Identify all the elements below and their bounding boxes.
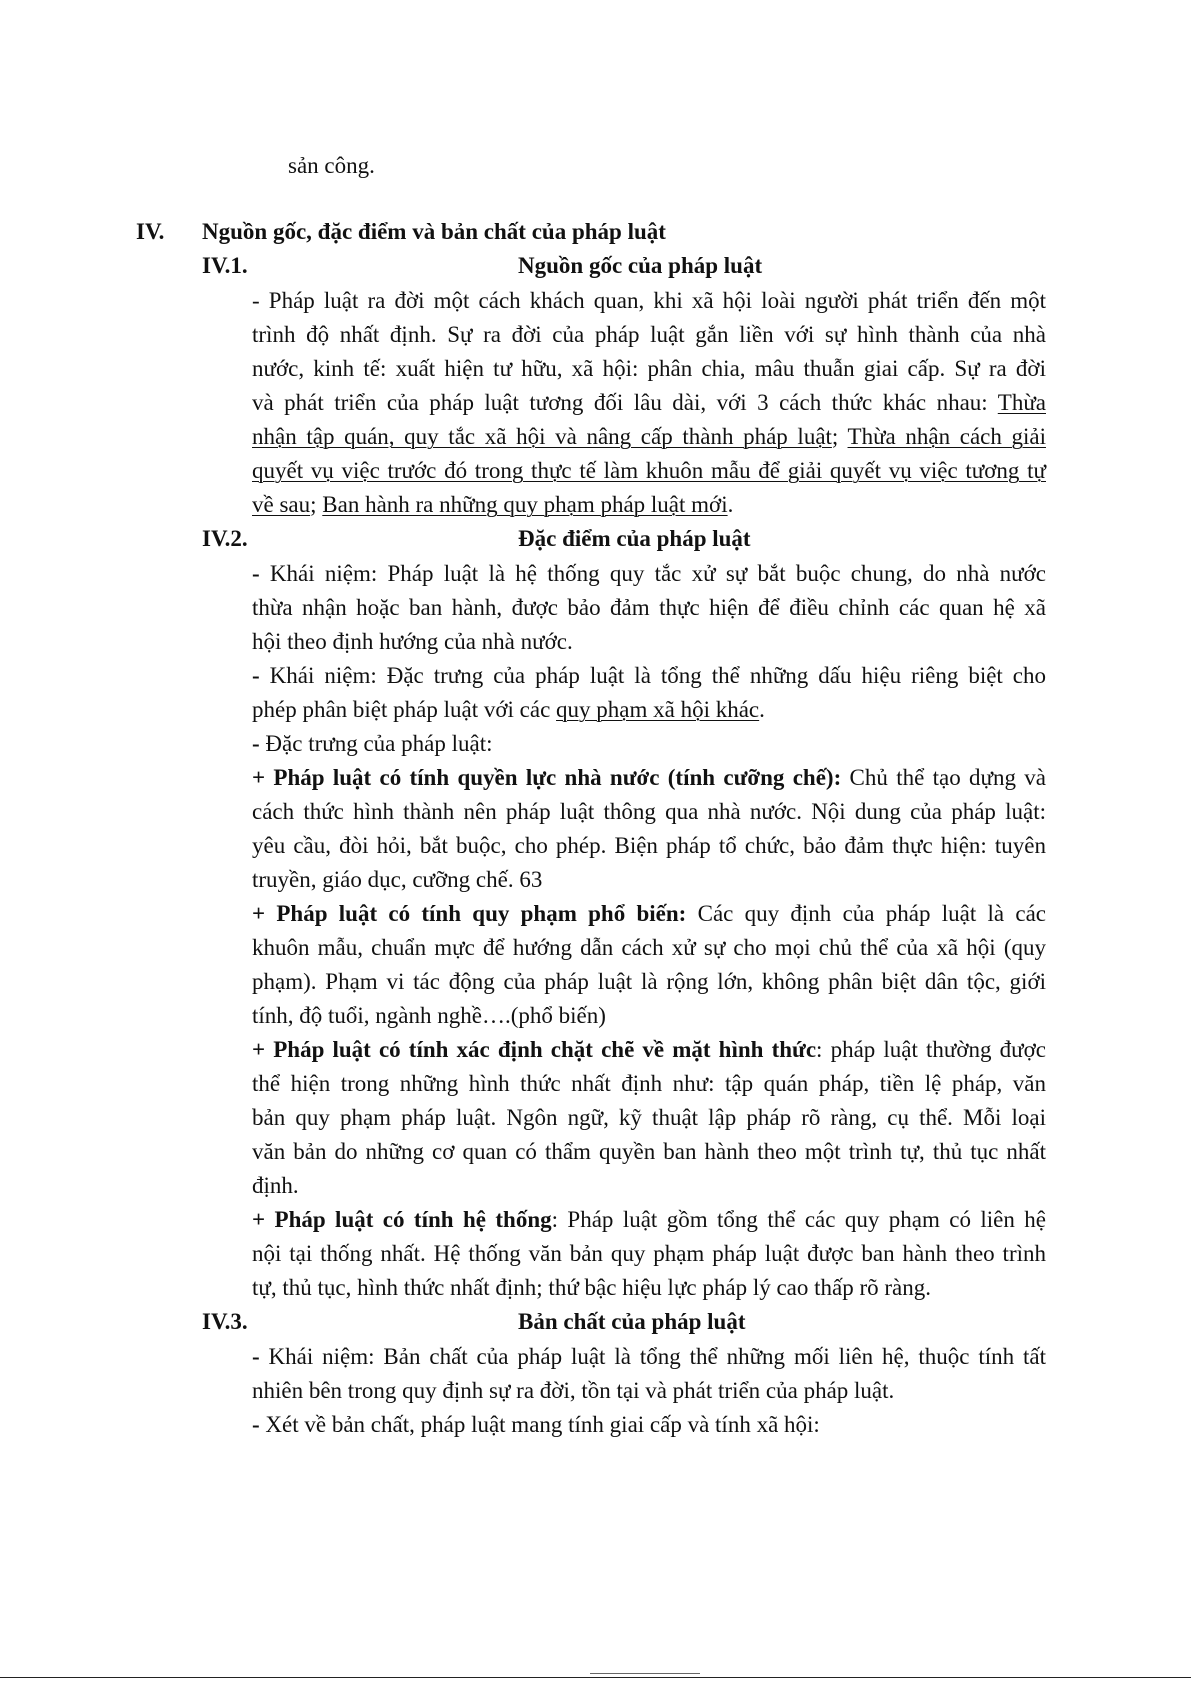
text-line: định.	[252, 1173, 299, 1198]
text-line	[252, 560, 1046, 588]
text-span: phép phân biệt pháp luật với các	[252, 697, 557, 722]
bold-text: + Pháp luật có tính hệ thống	[252, 1207, 552, 1232]
text-span: -	[252, 1412, 260, 1437]
text-line	[252, 662, 1046, 690]
text-line: thể hiện trong những hình thức nhất định như: tập quán pháp, tiền lệ pháp, văn	[252, 1071, 1046, 1096]
text-span: -	[252, 561, 260, 586]
text-line: nước, kinh tế: xuất hiện tư hữu, xã hội: phân chia, mâu thuẫn giai cấp. Sự ra đời	[252, 356, 1046, 381]
section-title: Nguồn gốc, đặc điểm và bản chất của pháp luật	[202, 219, 666, 244]
text-span: Đặc trưng của pháp luật:	[259, 731, 493, 756]
text-line: tự, thủ tục, hình thức nhất định; thứ bậc hiệu lực pháp lý cao thấp rõ ràng.	[252, 1275, 932, 1300]
text-line	[252, 730, 492, 758]
text-line: bản quy phạm pháp luật. Ngôn ngữ, kỹ thuật lập pháp rõ ràng, cụ thể. Mỗi loại	[252, 1105, 1046, 1130]
text-line: trình độ nhất định. Sự ra đời của pháp luật gắn liền với sự hình thành của nhà	[252, 322, 1046, 347]
text-span: -	[252, 663, 260, 688]
text-line	[252, 389, 1046, 417]
section-number: IV.	[136, 219, 165, 244]
subsection-number: IV.2.	[202, 526, 248, 551]
underlined-text: Ban hành ra những quy phạm pháp luật mới	[322, 492, 728, 517]
text-line: khuôn mẫu, chuẩn mực để hướng dẫn cách xử sự cho mọi chủ thể của xã hội (quy	[252, 935, 1046, 960]
subsection-title: Bản chất của pháp luật	[518, 1309, 746, 1334]
subsection-number: IV.3.	[202, 1309, 248, 1334]
underlined-text: quy phạm xã hội khác	[556, 697, 760, 722]
text-line	[252, 1036, 1046, 1064]
text-span: ;	[310, 492, 323, 517]
underlined-text: Thừa	[997, 390, 1046, 415]
page-bottom-mark	[590, 1673, 700, 1674]
text-span: Chủ thể tạo dựng và	[841, 765, 1046, 790]
subsection-title: Đặc điểm của pháp luật	[518, 526, 751, 551]
text-span: Khái niệm: Đặc trưng của pháp luật là tổng thể những dấu hiệu riêng biệt cho	[259, 663, 1046, 688]
text-line	[252, 1206, 1046, 1234]
text-line: hội theo định hướng của nhà nước.	[252, 629, 573, 654]
text-span: .	[727, 492, 734, 517]
subsection-title: Nguồn gốc của pháp luật	[518, 253, 763, 278]
text-line: văn bản do những cơ quan có thẩm quyền ban hành theo một trình tự, thủ tục nhất	[252, 1139, 1046, 1164]
text-line: phạm). Phạm vi tác động của pháp luật là rộng lớn, không phân biệt dân tộc, giới	[252, 969, 1046, 994]
text-span: -	[252, 731, 260, 756]
text-span: : pháp luật thường được	[816, 1037, 1046, 1062]
text-line	[252, 696, 765, 724]
text-span: Khái niệm: Pháp luật là hệ thống quy tắc xử sự bắt buộc chung, do nhà nước	[259, 561, 1046, 586]
text-line	[252, 457, 1046, 485]
text-span: Khái niệm: Bản chất của pháp luật là tổng thể những mối liên hệ, thuộc tính tất	[259, 1344, 1046, 1369]
text-span: : Pháp luật gồm tổng thể các quy phạm có liên hệ	[551, 1207, 1047, 1232]
text-span: .	[759, 697, 765, 722]
text-span: -	[252, 1344, 260, 1369]
text-span: ;	[831, 424, 848, 449]
text-span: và phát triển của pháp luật tương đối lâu dài, với 3 cách thức khác nhau:	[252, 390, 998, 415]
text-span: Xét về bản chất, pháp luật mang tính giai cấp và tính xã hội:	[259, 1412, 820, 1437]
bold-text: + Pháp luật có tính quy phạm phổ biến:	[252, 901, 687, 926]
text-line: tính, độ tuổi, ngành nghề….(phổ biến)	[252, 1003, 606, 1028]
underlined-text: về sau	[252, 492, 311, 517]
text-line: nội tại thống nhất. Hệ thống văn bản quy phạm pháp luật được ban hành theo trình	[252, 1241, 1046, 1266]
underlined-text: Thừa nhận cách giải	[847, 424, 1046, 449]
bold-text: + Pháp luật có tính quyền lực nhà nước (tính cưỡng chế):	[252, 765, 842, 790]
underlined-text: quyết vụ việc trước đó trong thực tế làm khuôn mẫu để giải quyết vụ việc tương tự	[252, 458, 1046, 483]
text-line	[252, 764, 1046, 792]
bold-text: + Pháp luật có tính xác định chặt chẽ về mặt hình thức	[252, 1037, 817, 1062]
text-line: - Pháp luật ra đời một cách khách quan, khi xã hội loài người phát triển đến một	[252, 288, 1046, 313]
text-line: cách thức hình thành nên pháp luật thông qua nhà nước. Nội dung của pháp luật:	[252, 799, 1046, 824]
text-line: nhiên bên trong quy định sự ra đời, tồn tại và phát triển của pháp luật.	[252, 1378, 895, 1403]
page-bottom-rule	[0, 1677, 1191, 1678]
text-line	[252, 491, 733, 519]
text-line	[252, 423, 1046, 451]
text-line: yêu cầu, đòi hỏi, bắt buộc, cho phép. Biện pháp tổ chức, bảo đảm thực hiện: tuyên	[252, 833, 1046, 858]
text-line	[252, 900, 1046, 928]
text-line: truyền, giáo dục, cưỡng chế. 63	[252, 867, 543, 892]
subsection-number: IV.1.	[202, 253, 248, 278]
underlined-text: nhận tập quán, quy tắc xã hội và nâng cấp thành pháp luật	[252, 424, 832, 449]
text-line	[252, 1411, 820, 1439]
text-span: Các quy định của pháp luật là các	[686, 901, 1046, 926]
text-line	[252, 1343, 1046, 1371]
text-line: thừa nhận hoặc ban hành, được bảo đảm thực hiện để điều chỉnh các quan hệ xã	[252, 595, 1046, 620]
text-line: sản công.	[288, 153, 375, 178]
